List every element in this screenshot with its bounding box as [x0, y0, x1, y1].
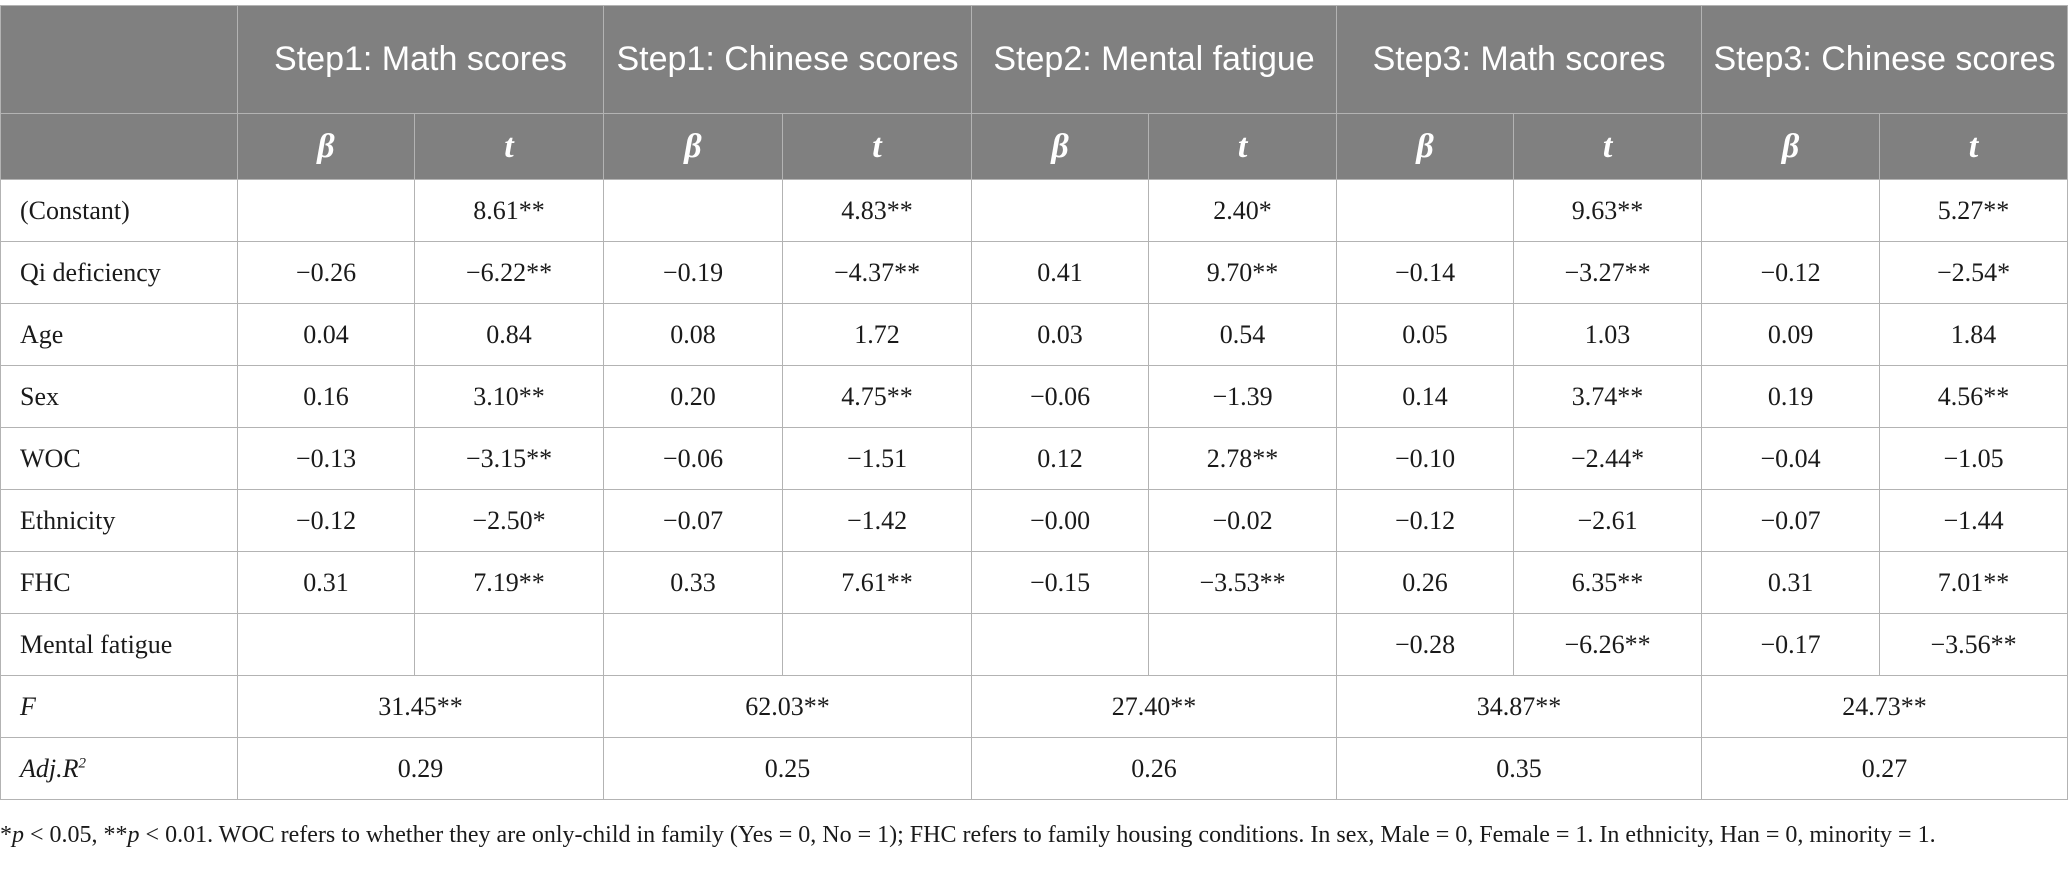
t-cell: 7.19**	[415, 552, 604, 614]
t-cell	[1149, 614, 1337, 676]
row-label: FHC	[1, 552, 238, 614]
t-cell: 3.10**	[415, 366, 604, 428]
adj-r2-value: 0.27	[1702, 738, 2068, 800]
beta-cell: 0.08	[604, 304, 783, 366]
beta-cell: −0.13	[238, 428, 415, 490]
footnote-p-symbol: p	[12, 822, 24, 848]
t-cell: 4.83**	[783, 180, 972, 242]
t-cell: 9.63**	[1514, 180, 1702, 242]
beta-cell: −0.06	[604, 428, 783, 490]
t-header: t	[415, 114, 604, 180]
t-cell: −0.02	[1149, 490, 1337, 552]
beta-cell: 0.26	[1337, 552, 1514, 614]
t-cell: 2.40*	[1149, 180, 1337, 242]
footnote-p-symbol: p	[127, 822, 140, 848]
beta-cell: 0.05	[1337, 304, 1514, 366]
row-label: Mental fatigue	[1, 614, 238, 676]
group-header: Step1: Chinese scores	[604, 6, 972, 114]
adj-r2-value: 0.25	[604, 738, 972, 800]
t-cell: 4.56**	[1880, 366, 2068, 428]
beta-cell	[1702, 180, 1880, 242]
corner-cell	[1, 114, 238, 180]
adj-r2-row	[1, 738, 2068, 800]
table-row	[1, 490, 2068, 552]
beta-cell: 0.41	[972, 242, 1149, 304]
beta-cell: −0.14	[1337, 242, 1514, 304]
adj-r2-label	[1, 738, 238, 800]
group-header: Step3: Chinese scores	[1702, 6, 2068, 114]
adj-r2-value: 0.26	[972, 738, 1337, 800]
t-header: t	[1514, 114, 1702, 180]
beta-cell: −0.28	[1337, 614, 1514, 676]
adj-r2-value: 0.29	[238, 738, 604, 800]
beta-cell	[972, 180, 1149, 242]
footnote-threshold: < 0.01.	[139, 822, 214, 848]
group-header: Step2: Mental fatigue	[972, 6, 1337, 114]
table-row	[1, 180, 2068, 242]
adj-r2-label-sup: 2	[78, 754, 86, 771]
beta-cell: −0.07	[604, 490, 783, 552]
t-cell: −1.05	[1880, 428, 2068, 490]
beta-cell: 0.31	[238, 552, 415, 614]
t-cell: −2.50*	[415, 490, 604, 552]
beta-cell: −0.06	[972, 366, 1149, 428]
beta-cell: −0.07	[1702, 490, 1880, 552]
t-cell: −2.54*	[1880, 242, 2068, 304]
table-footnote	[0, 818, 2050, 853]
t-cell: −6.22**	[415, 242, 604, 304]
t-cell: −3.53**	[1149, 552, 1337, 614]
f-label: F	[1, 676, 238, 738]
beta-cell: −0.12	[1337, 490, 1514, 552]
beta-cell: 0.09	[1702, 304, 1880, 366]
beta-cell: 0.14	[1337, 366, 1514, 428]
beta-cell: −0.15	[972, 552, 1149, 614]
beta-cell	[1337, 180, 1514, 242]
t-cell	[415, 614, 604, 676]
beta-cell	[238, 180, 415, 242]
beta-header: β	[1702, 114, 1880, 180]
beta-cell: −0.00	[972, 490, 1149, 552]
group-header-row	[1, 6, 2068, 114]
beta-cell	[238, 614, 415, 676]
footnote-text: WOC refers to whether they are only-child in family (Yes = 0, No = 1); FHC refers to family housing conditions. In sex, Male = 0, Female = 1. In ethnicity, Han = 0, minority = 1.	[213, 822, 1936, 848]
t-cell: −4.37**	[783, 242, 972, 304]
beta-cell: −0.04	[1702, 428, 1880, 490]
f-value: 34.87**	[1337, 676, 1702, 738]
beta-cell: 0.16	[238, 366, 415, 428]
adj-r2-value: 0.35	[1337, 738, 1702, 800]
group-header: Step1: Math scores	[238, 6, 604, 114]
beta-cell: 0.20	[604, 366, 783, 428]
beta-header: β	[604, 114, 783, 180]
group-header: Step3: Math scores	[1337, 6, 1702, 114]
beta-cell: −0.12	[238, 490, 415, 552]
t-cell: 1.03	[1514, 304, 1702, 366]
t-cell: 4.75**	[783, 366, 972, 428]
subheader-row	[1, 114, 2068, 180]
f-value: 24.73**	[1702, 676, 2068, 738]
t-cell: −2.44*	[1514, 428, 1702, 490]
footnote-mark: *	[0, 822, 12, 848]
t-cell: 7.01**	[1880, 552, 2068, 614]
t-header: t	[1880, 114, 2068, 180]
t-cell: −3.15**	[415, 428, 604, 490]
adj-r2-label-text: Adj.R	[20, 753, 79, 783]
beta-cell: −0.26	[238, 242, 415, 304]
table-row	[1, 614, 2068, 676]
beta-cell: −0.17	[1702, 614, 1880, 676]
row-label: WOC	[1, 428, 238, 490]
table-row	[1, 552, 2068, 614]
t-cell: −1.42	[783, 490, 972, 552]
t-cell: 8.61**	[415, 180, 604, 242]
t-cell: 9.70**	[1149, 242, 1337, 304]
beta-header: β	[238, 114, 415, 180]
t-cell: −1.51	[783, 428, 972, 490]
t-cell: 5.27**	[1880, 180, 2068, 242]
beta-cell: 0.12	[972, 428, 1149, 490]
beta-cell: 0.31	[1702, 552, 1880, 614]
t-cell: −1.39	[1149, 366, 1337, 428]
footnote-mark: **	[103, 822, 128, 848]
beta-cell: −0.12	[1702, 242, 1880, 304]
beta-cell	[972, 614, 1149, 676]
t-cell: 7.61**	[783, 552, 972, 614]
beta-header: β	[972, 114, 1149, 180]
beta-header: β	[1337, 114, 1514, 180]
f-row	[1, 676, 2068, 738]
table-row	[1, 242, 2068, 304]
beta-cell: −0.10	[1337, 428, 1514, 490]
f-value: 62.03**	[604, 676, 972, 738]
beta-cell: 0.04	[238, 304, 415, 366]
t-cell: −2.61	[1514, 490, 1702, 552]
t-header: t	[783, 114, 972, 180]
beta-cell	[604, 614, 783, 676]
row-label: Qi deficiency	[1, 242, 238, 304]
beta-cell: 0.33	[604, 552, 783, 614]
f-value: 27.40**	[972, 676, 1337, 738]
f-value: 31.45**	[238, 676, 604, 738]
t-cell: −3.56**	[1880, 614, 2068, 676]
t-cell: 0.54	[1149, 304, 1337, 366]
beta-cell: −0.19	[604, 242, 783, 304]
table-row	[1, 428, 2068, 490]
t-cell: −6.26**	[1514, 614, 1702, 676]
t-cell: 2.78**	[1149, 428, 1337, 490]
t-cell: 1.72	[783, 304, 972, 366]
t-cell: −3.27**	[1514, 242, 1702, 304]
t-cell: 6.35**	[1514, 552, 1702, 614]
table-row	[1, 304, 2068, 366]
row-label: Sex	[1, 366, 238, 428]
t-cell: −1.44	[1880, 490, 2068, 552]
beta-cell: 0.19	[1702, 366, 1880, 428]
beta-cell: 0.03	[972, 304, 1149, 366]
row-label: (Constant)	[1, 180, 238, 242]
table-row	[1, 366, 2068, 428]
t-header: t	[1149, 114, 1337, 180]
row-label: Ethnicity	[1, 490, 238, 552]
t-cell: 3.74**	[1514, 366, 1702, 428]
corner-cell	[1, 6, 238, 114]
t-cell	[783, 614, 972, 676]
t-cell: 1.84	[1880, 304, 2068, 366]
beta-cell	[604, 180, 783, 242]
footnote-threshold: < 0.05,	[24, 822, 104, 848]
row-label: Age	[1, 304, 238, 366]
regression-table	[0, 5, 2068, 800]
t-cell: 0.84	[415, 304, 604, 366]
